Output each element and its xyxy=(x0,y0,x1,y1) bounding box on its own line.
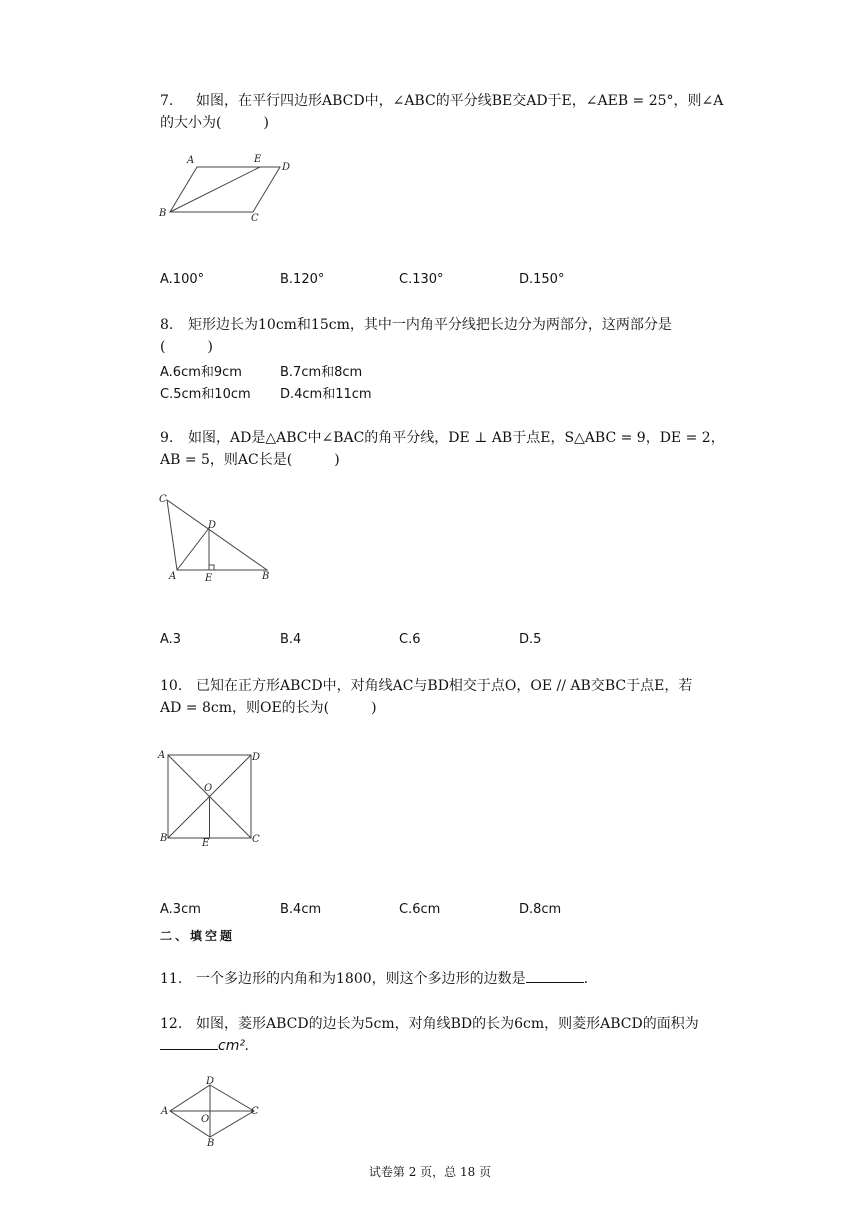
option-d[interactable]: D.8cm xyxy=(519,902,562,917)
question-text: 矩形边长为10cm和15cm，其中一内角平分线把长边分为两部分，这两部分是 xyxy=(188,317,672,333)
right-angle-mark xyxy=(209,565,214,570)
option-d[interactable]: D.4cm和11cm xyxy=(280,387,372,402)
question-9-line1 xyxy=(160,427,735,449)
label-o: O xyxy=(201,1114,210,1125)
question-text: 如图，AD是△ABC中∠BAC的角平分线，DE ⊥ AB于点E，S△ABC = 9，DE = 2， xyxy=(188,430,725,446)
option-b[interactable]: B.120° xyxy=(280,272,325,287)
option-c[interactable]: C.6cm xyxy=(399,902,441,917)
page-footer: 试卷第 2 页，总 18 页 xyxy=(368,1165,492,1179)
question-7-options xyxy=(160,272,735,292)
option-c[interactable]: C.5cm和10cm xyxy=(160,387,251,402)
label-e: E xyxy=(254,154,262,165)
unit-text: cm². xyxy=(218,1038,250,1054)
option-b[interactable]: B.7cm和8cm xyxy=(280,365,363,380)
question-text: 已知在正方形ABCD中，对角线AC与BD相交于点O，OE // AB交BC于点E，若 xyxy=(196,678,693,694)
label-e: E xyxy=(205,573,213,584)
label-b: B xyxy=(160,833,168,844)
question-number: 11. xyxy=(160,971,183,987)
question-text: 一个多边形的内角和为1800，则这个多边形的边数是 xyxy=(196,971,526,987)
label-b: B xyxy=(262,571,270,582)
label-a: A xyxy=(161,1106,169,1117)
label-c: C xyxy=(159,494,167,505)
option-b[interactable]: B.4 xyxy=(280,632,302,647)
question-7-line2: 的大小为( ) xyxy=(160,115,269,131)
parallelogram-shape xyxy=(170,167,280,212)
question-12-line1 xyxy=(160,1013,735,1035)
label-d: D xyxy=(208,520,217,531)
question-number: 12. xyxy=(160,1016,183,1032)
option-c[interactable]: C.6 xyxy=(399,632,421,647)
triangle-abc xyxy=(167,500,267,570)
label-d: D xyxy=(282,162,291,173)
question-number: 10. xyxy=(160,678,183,694)
bisector-ad xyxy=(177,528,209,570)
option-a[interactable]: A.3 xyxy=(160,632,182,647)
label-c: C xyxy=(252,834,260,845)
label-d: D xyxy=(206,1076,215,1087)
question-number: 9. xyxy=(160,430,174,446)
question-text: 如图，菱形ABCD的边长为5cm，对角线BD的长为6cm，则菱形ABCD的面积为 xyxy=(196,1016,699,1032)
question-10-line2: AD = 8cm，则OE的长为( ) xyxy=(160,700,377,716)
option-c[interactable]: C.130° xyxy=(399,272,444,287)
square-figure xyxy=(155,745,270,850)
question-12-line2 xyxy=(160,1035,735,1057)
label-c: C xyxy=(251,213,259,224)
option-d[interactable]: D.150° xyxy=(519,272,565,287)
section-title: 二、填空题 xyxy=(160,929,236,943)
question-7 xyxy=(160,90,735,134)
question-9-line2: AB = 5，则AC长是( ) xyxy=(160,452,340,468)
option-a[interactable]: A.6cm和9cm xyxy=(160,365,242,380)
rhombus-figure xyxy=(158,1075,268,1150)
question-10 xyxy=(160,675,735,719)
question-11 xyxy=(160,968,735,990)
question-10-line1 xyxy=(160,675,735,697)
question-text: 如图，在平行四边形ABCD中，∠ABC的平分线BE交AD于E，∠AEB = 25°，则∠A xyxy=(196,93,724,109)
question-8-line1 xyxy=(160,314,735,336)
option-d[interactable]: D.5 xyxy=(519,632,542,647)
label-c: C xyxy=(251,1106,259,1117)
question-8 xyxy=(160,314,735,358)
question-number: 8. xyxy=(160,317,174,333)
triangle-figure xyxy=(150,488,280,588)
answer-blank[interactable] xyxy=(160,1035,218,1050)
question-10-options xyxy=(160,902,735,922)
option-b[interactable]: B.4cm xyxy=(280,902,322,917)
question-text-end: . xyxy=(583,971,589,987)
option-a[interactable]: A.3cm xyxy=(160,902,201,917)
parallelogram-figure xyxy=(155,150,305,225)
label-e: E xyxy=(202,838,210,849)
label-b: B xyxy=(159,208,167,219)
option-a[interactable]: A.100° xyxy=(160,272,205,287)
label-b: B xyxy=(207,1138,215,1149)
label-a: A xyxy=(187,155,195,166)
label-o: O xyxy=(204,783,213,794)
answer-blank[interactable] xyxy=(526,968,584,983)
question-number: 7. xyxy=(160,93,174,109)
label-d: D xyxy=(252,752,261,763)
question-12 xyxy=(160,1013,735,1057)
question-9-options xyxy=(160,632,735,652)
label-a: A xyxy=(158,750,166,761)
question-8-line2: ( ) xyxy=(160,339,213,355)
question-9 xyxy=(160,427,735,471)
question-7-line1 xyxy=(160,90,735,112)
label-a: A xyxy=(169,571,177,582)
